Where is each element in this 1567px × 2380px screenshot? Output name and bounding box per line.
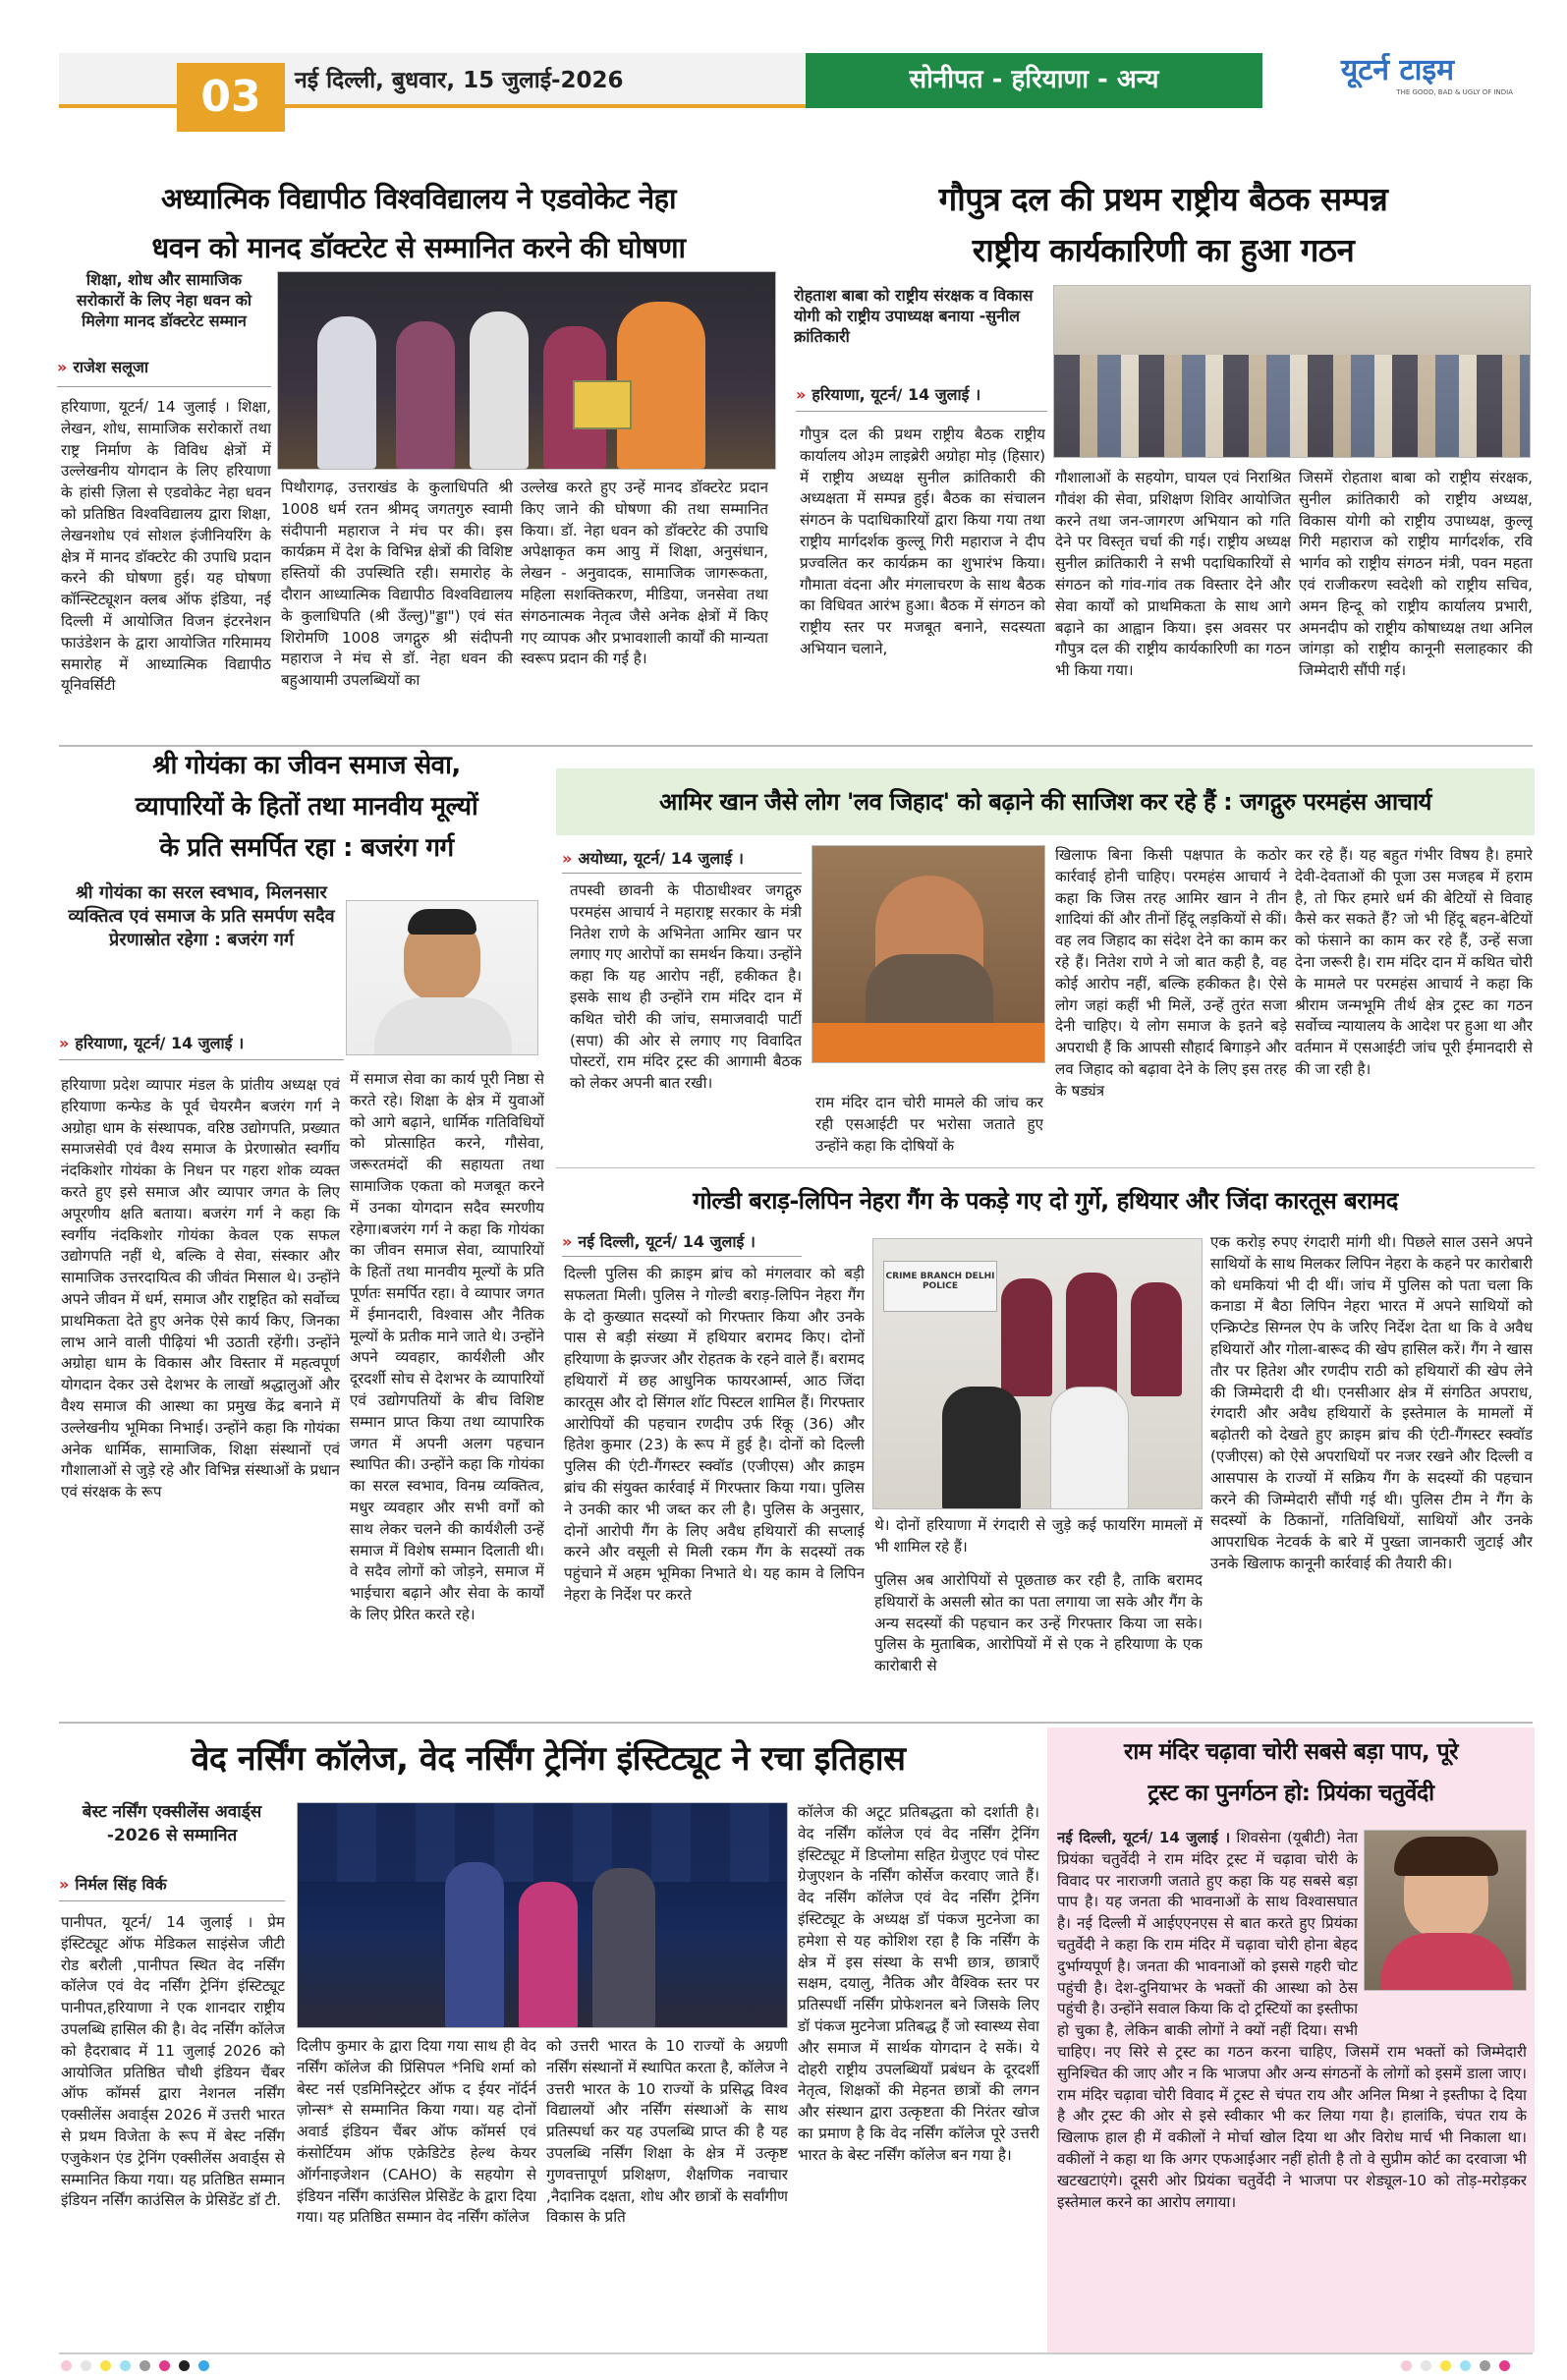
a5-col3: एक करोड़ रुपए रंगदारी मांगी थी। पिछले साल उसने अपने साथियों के साथ मिलकर लिपिन नेहरा के कहने पर कारोबारी को धमकियां भी दी थीं। जांच में पुलिस को पता चला कि कनाडा में बैठा लिपिन नेहरा भारत में अपने साथियों को एन्क्रिप्टेड सिग्नल ऐप के जरिए निर्देश देता था कि वे अवैध हथियारों और गोला-बारूद की खेप हासिल करें। गैंग ने खास तौर पर हितेश और रणदीप राठी को हथियारों की खेप लेने की जिम्मेदारी दी थी। एनसीआर क्षेत्र में संगठित अपराध, रंगदारी और अवैध हथियारों के इस्तेमाल के मामलों में बढ़ोतरी को देखते हुए क्राइम ब्रांच की एंटी-गैंगस्टर स्क्वॉड (एजीएस) को ऐसे अपराधियों पर नजर रखने और दिल्ली व आसपास के राज्यों में सक्रिय गैंग के सदस्यों की पहचान करने की जिम्मेदारी सौंपी गई थी। पुलिस टीम ने गैंग के सदस्यों के ठिकानों, गतिविधियों, साथियों और उनके आपराधिक नेटवर्क के बारे में पुख्ता जानकारी जुटाई और उनके खिलाफ कानूनी कार्रवाई की तैयारी की। bbox=[1210, 1233, 1533, 1572]
a5-byline-text: नई दिल्ली, यूटर्न/ 14 जुलाई । bbox=[578, 1232, 756, 1251]
a1-col3: उल्लेख करते हुए उन्हें मानद डॉक्टरेट प्रदान किए जाने की घोषणा की तथा सम्मानित किया। डॉ. नेहा धवन को डॉक्टरेट की उपाधि अपेक्षाकृत कम आयु में शिक्षा, अनुसंधान, लेखन - अनुवादक, सामाजिक जागरूकता, महिला सशक्तिकरण, मीडिया, जनसेवा तथा संगठनात्मक नेतृत्व जैसे अनेक क्षेत्रों में किए गए व्यापक और प्रभावशाली कार्यों की मान्यता स्वरूप प्रदान की गई है। bbox=[521, 479, 768, 668]
a4-col3: कर रहे हैं। यह बहुत गंभीर विषय है। हमारे देवी-देवताओं की पूजा उस मजहब में हराम है, तो फिर हमारे धर्म की बेटियों से विवाह कैसे कर सकते हैं? जो भी हिंदू बहन-बेटियों को फंसाने का काम कर रहे हैं, उन्हें सजा देना जरूरी है। राम मंदिर दान में कथित चोरी के मामले पर परमहंस आचार्य ने कहा कि श्रीराम जन्मभूमि तीर्थ क्षेत्र ट्रस्ट का गठन सर्वोच्च न्यायालय के आदेश पर हुआ था और वर्तमान में एसआईटी जांच पूरी ईमानदारी से की जा रही है। bbox=[1295, 846, 1533, 1078]
dateline: नई दिल्ली, बुधवार, 15 जुलाई-2026 bbox=[295, 68, 624, 93]
a2-headline bbox=[790, 174, 1537, 276]
a7-byline: नई दिल्ली, यूटर्न/ 14 जुलाई । bbox=[1057, 1829, 1231, 1846]
crime-branch-board: CRIME BRANCH DELHI POLICE bbox=[883, 1261, 997, 1312]
a3-byline-rule bbox=[59, 1059, 344, 1060]
a3-col2: में समाज सेवा का कार्य पूरी निष्ठा से करते रहे। शिक्षा के क्षेत्र में युवाओं को आगे बढ़ाने, धार्मिक गतिविधियों को प्रोत्साहित करने, गौसेवा, जरूरतमंदों की सहायता तथा सामाजिक एकता को मजबूत करने में उनका योगदान सदैव स्मरणीय रहेगा।बजरंग गर्ग ने कहा कि गोयंका का जीवन समाज सेवा, व्यापारियों के हितों तथा मानवीय मूल्यों के प्रति पूर्णतः समर्पित रहा। वे व्यापार जगत में ईमानदारी, विश्वास और नैतिक मूल्यों के प्रतीक माने जाते थे। उन्होंने अपने व्यवहार, कार्यशैली और दूरदर्शी सोच से देशभर के व्यापारियों एवं उद्योगपतियों के बीच विशिष्ट सम्मान प्राप्त किया तथा व्यापारिक जगत में अपनी अलग पहचान स्थापित की। उन्होंने कहा कि गोयंका का सरल स्वभाव, विनम्र व्यक्तित्व, मधुर व्यवहार और सभी वर्गों को साथ लेकर चलने की कार्यशैली उन्हें समाज में विशेष सम्मान दिलाती थी। वे सदैव लोगों को जोड़ने, समाज में भाईचारा बढ़ाने और सेवा के कार्यों के लिए प्रेरित करते रहे। bbox=[350, 1070, 544, 1623]
color-registration-dots-right bbox=[1401, 2360, 1510, 2371]
a5-byline bbox=[562, 1230, 798, 1252]
a5-headline: गोल्डी बराड़-लिपिन नेहरा गैंग के पकड़े गए दो गुर्गे, हथियार और जिंदा कारतूस बरामद bbox=[693, 1187, 1398, 1215]
page-number: 03 bbox=[177, 63, 285, 132]
brand-tagline: THE GOOD, BAD & UGLY OF INDIA bbox=[1396, 88, 1513, 96]
mid-section-rule bbox=[59, 1722, 1533, 1724]
byline-arrow-icon: » bbox=[59, 1034, 70, 1052]
a2-byline-text: हरियाणा, यूटर्न/ 14 जुलाई । bbox=[811, 385, 981, 404]
a3-byline bbox=[59, 1032, 344, 1053]
nursing-award-photo bbox=[297, 1802, 788, 2028]
a3-col1: हरियाणा प्रदेश व्यापार मंडल के प्रांतीय अध्यक्ष एवं हरियाणा कन्फेड के पूर्व चेयरमैन बजरंग गर्ग ने अग्रोहा धाम के संस्थापक, वरिष्ठ उद्योगपति, प्रख्यात समाजसेवी एवं वैश्य समाज के प्रेरणास्रोत स्वर्गीय नंदकिशोर गोयंका के निधन पर गहरा शोक व्यक्त करते हुए इसे समाज और व्यापार जगत के लिए अपूरणीय क्षति बताया। बजरंग गर्ग ने कहा कि स्वर्गीय नंदकिशोर गोयंका केवल एक सफल उद्योगपति नहीं थे, बल्कि वे सेवा, संस्कार और सामाजिक उत्तरदायित्व की जीवंत मिसाल थे। उन्होंने अपने जीवन में धर्म, समाज और राष्ट्रहित को सर्वोच्च प्राथमिकता देते हुए अनेक ऐसे कार्य किए, जिनका लाभ आने वाली पीढ़ियां भी उठाती रहेंगी। उन्होंने अग्रोहा धाम के विकास और विस्तार में महत्वपूर्ण योगदान देकर उसे देशभर के लाखों श्रद्धालुओं और वैश्य समाज की आस्था का प्रमुख केंद्र बनाने में उल्लेखनीय भूमिका निभाई। उन्होंने कहा कि गोयंका अनेक धार्मिक, सामाजिक, शिक्षा संस्थानों एवं गौशालाओं से जुड़े रहे और विभिन्न संस्थाओं के प्रधान एवं संरक्षक के रूप bbox=[61, 1076, 340, 1502]
byline-arrow-icon: » bbox=[59, 1875, 70, 1894]
a6-headline: वेद नर्सिंग कॉलेज, वेद नर्सिंग ट्रेनिंग इंस्टिट्यूट ने रचा इतिहास bbox=[191, 1739, 906, 1779]
a1-headline-line2: धवन को मानद डॉक्टरेट से सम्मानित करने की घोषणा bbox=[151, 231, 686, 264]
a1-deck: शिक्षा, शोध और सामाजिक सरोकारों के लिए नेहा धवन को मिलेगा मानद डॉक्टरेट सम्मान bbox=[76, 270, 252, 330]
a7-lead-text: शिवसेना (यूबीटी) नेता प्रियंका चतुर्वेदी ने राम मंदिर ट्रस्ट में चढ़ावा चोरी के विवाद पर नाराजगी जताते हुए कहा कि यह सबसे बड़ा पाप है। यह जनता की भावनाओं के साथ विश्वासघात है। नई दिल्ली में आईएएनएस से बात करते हुए प्रियंका चतुर्वेदी ने कहा कि राम मंदिर में चढ़ावा चोरी होना बेहद दुर्भाग्यपूर्ण है। जनता की भावनाओं को इससे गहरी चोट पहुंची है। देश-दुनियाभर के भक्तों की आस्था को ठेस पहुंची है। उन्होंने सवाल किया कि दो ट्रस्टियों का इस्तीफा हो चुका है, लेकिन बाकी लोगों ने क्यों नहीं दिया। सभी bbox=[1057, 1829, 1358, 2040]
a6-col4: कॉलेज की अटूट प्रतिबद्धता को दर्शाती है। वेद नर्सिंग कॉलेज एवं वेद नर्सिंग ट्रेनिंग इंस्टिट्यूट में डिप्लोमा सहित ग्रेजुएट एवं पोस्ट ग्रेजुएशन के नर्सिंग कोर्सेज करवाए जाते हैं। वेद नर्सिंग कॉलेज एवं वेद नर्सिंग ट्रेनिंग इंस्टिट्यूट के अध्यक्ष डॉ पंकज मुटनेजा का हमेशा से यह कोशिश रहा है कि नर्सिंग के क्षेत्र में इस संस्था के सभी छात्र, छात्राएँ सक्षम, दयालु, नैतिक और वैश्विक स्तर पर प्रतिस्पर्धी नर्सिंग प्रोफेशनल बने जिसके लिए डॉ पंकज मुटनेजा प्रतिबद्ध हैं जो स्वास्थ्य सेवा और समाज में सार्थक योगदान दे सकें। ये दोहरी राष्ट्रीय उपलब्धियाँ प्रबंधन के दूरदर्शी नेतृत्व, शिक्षकों की मेहनत छात्रों की लगन और संस्थान द्वारा उत्कृष्टता की निरंतर खोज का प्रमाण है कि वेद नर्सिंग कॉलेज पूरे उत्तरी भारत के बेस्ट नर्सिंग कॉलेज बन गया है। bbox=[798, 1803, 1039, 2164]
a4-byline-text: अयोध्या, यूटर्न/ 14 जुलाई । bbox=[578, 849, 744, 868]
masthead bbox=[59, 53, 1533, 138]
a1-col1: हरियाणा, यूटर्न/ 14 जुलाई । शिक्षा, लेखन, शोध, सामाजिक सरोकारों तथा राष्ट्र निर्माण के विविध क्षेत्रों में उल्लेखनीय योगदान के लिए हरियाणा के हांसी ज़िला से एडवोकेट नेहा धवन को प्रतिष्ठित विश्वविद्यालय द्वारा शिक्षा, लेखनशोध एवं सोशल इंजीनियरिंग के क्षेत्र में मानद डॉक्टरेट की उपाधि प्रदान करने की घोषणा हुई। यह घोषणा कॉन्स्टिट्यूशन क्लब ऑफ इंडिया, नई दिल्ली में आयोजित विजन इंटरनेशन फाउंडेशन के द्वारा आयोजित गरिमामय समारोह में आध्यात्मिक विद्यापीठ यूनिवर्सिटी bbox=[61, 398, 271, 695]
a7-headline bbox=[1051, 1731, 1531, 1814]
meeting-photo bbox=[1053, 285, 1531, 458]
bajrang-garg-portrait bbox=[346, 900, 538, 1055]
a2-headline-line1: गौपुत्र दल की प्रथम राष्ट्रीय बैठक सम्पन्न bbox=[938, 180, 1388, 218]
a7-headline-line1: राम मंदिर चढ़ावा चोरी सबसे बड़ा पाप, पूरे bbox=[1123, 1739, 1459, 1765]
section-title: सोनीपत - हरियाणा - अन्य bbox=[909, 65, 1159, 94]
a6-byline bbox=[59, 1873, 285, 1895]
byline-arrow-icon: » bbox=[562, 1232, 573, 1251]
a7-lead bbox=[1057, 1828, 1358, 2040]
byline-arrow-icon: » bbox=[796, 385, 807, 404]
a3-headline-line2: व्यापारियों के हितों तथा मानवीय मूल्यों bbox=[135, 792, 478, 822]
a5-col2-top: थे। दोनों हरियाणा में रंगदारी से जुड़े कई फायरिंग मामलों में भी शामिल रहे हैं। bbox=[874, 1516, 1203, 1556]
a4-photo-caption: राम मंदिर दान चोरी मामले की जांच कर रही एसआईटी पर भरोसा जताते हुए उन्होंने कहा कि दोषियों के bbox=[815, 1094, 1043, 1155]
a1-byline-name: राजेश सलूजा bbox=[73, 358, 149, 376]
brand-name: यूटर्न टाइम bbox=[1340, 53, 1455, 87]
byline-arrow-icon: » bbox=[562, 849, 573, 868]
a3-headline-line1: श्री गोयंका का जीवन समाज सेवा, bbox=[152, 751, 461, 780]
a4-bottom-rule bbox=[556, 1167, 1535, 1168]
a4-byline-rule bbox=[562, 873, 802, 874]
a1-col2: पिथौरागढ़, उत्तराखंड के कुलाधिपति श्री 1008 धर्म रतन श्रीमद् जगतगुरु स्वामी संदीपानी महाराज ने मंच पर की। इस कार्यक्रम में देश के विभिन्न क्षेत्रों की विशिष्ट हस्तियों की उपस्थिति रही। समारोह के दौरान आध्यात्मिक विद्यापीठ विश्वविद्यालय के कुलाधिपति (श्री उँल्लु)"ड्डा") एवं संत शिरोमणि 1008 जगद्गुरु श्री संदीपनी महाराज ने मंच से डॉ. नेहा धवन की बहुआयामी उपलब्धियों का bbox=[281, 479, 513, 690]
brand-logo bbox=[1262, 53, 1533, 108]
a2-byline bbox=[796, 383, 1051, 405]
a2-col1: गौपुत्र दल की प्रथम राष्ट्रीय बैठक राष्ट्रीय कार्यालय ओ३म लाइब्रेरी अग्रोहा मोड़ (हिसार) में राष्ट्रीय अध्यक्ष सुनील क्रांतिकारी की अध्यक्षता में सम्पन्न हुई। बैठक का संचालन संगठन के पदाधिकारियों द्वारा किया गया तथा राष्ट्रीय मार्गदर्शक कुल्लू गिरी महाराज ने दीप प्रज्वलित कर कार्यक्रम का शुभारंभ किया। गौमाता वंदना और मंगलाचरण के साथ बैठक का विधिवत आरंभ हुआ। बैठक में संगठन को राष्ट्रीय स्तर पर मजबूत बनाने, सदस्यता अभियान चलाने, bbox=[800, 425, 1045, 657]
a4-headline: आमिर खान जैसे लोग 'लव जिहाद' को बढ़ाने की साजिश कर रहे हैं : जगद्गुरु परमहंस आचार्य bbox=[659, 788, 1431, 816]
a6-deck: बेस्ट नर्सिंग एक्सीलेंस अवार्ड्स -2026 से सम्मानित bbox=[82, 1802, 262, 1845]
a2-deck: रोहताश बाबा को राष्ट्रीय संरक्षक व विकास योगी को राष्ट्रीय उपाध्यक्ष बनाया -सुनील क्रांतिकारी bbox=[794, 286, 1034, 346]
a6-col3: को उत्तरी भारत के 10 राज्यों के अग्रणी नर्सिंग संस्थानों में स्थापित करता है, कॉलेज ने उत्तरी भारत के 10 राज्यों के प्रसिद्ध विश्व विद्यालयों और नर्सिंग संस्थाओं के साथ प्रतिस्पर्धा कर यह उपलब्धि प्राप्त की है यह उपलब्धि नर्सिंग शिक्षा के क्षेत्र में उत्कृष्ट गुणवत्तापूर्ण प्रशिक्षण, शैक्षणिक नवाचार ,नैदानिक दक्षता, शोध और छात्रों के सर्वांगीण विकास के प्रति bbox=[546, 2037, 788, 2227]
a7-tail: चाहिए। नए सिरे से ट्रस्ट का गठन करना चाहिए, जिसमें राम भक्तों को जिम्मेदारी सुनिश्चित की जाए और न कि भाजपा और अन्य संगठनों के लोगों को इसमें डाला जाए। राम मंदिर चढ़ावा चोरी विवाद में ट्रस्ट से चंपत राय और अनिल मिश्रा ने इस्तीफा दे दिया है और ट्रस्ट की ओर से इसे स्वीकार भी कर लिया गया है। हालांकि, चंपत राय के खिलाफ हाल ही में वकीलों ने मोर्चा खोल दिया था और विरोध मार्च भी निकाला था। वकीलों ने कहा था कि अगर एफआईआर नहीं होती है तो वे सुप्रीम कोर्ट का दरवाजा भी खटखटाएंगे। दूसरी ओर प्रियंका चतुर्वेदी ने भाजपा पर शेड्यूल-10 को तोड़-मरोड़कर इस्तेमाल करने का आरोप लगाया। bbox=[1057, 2043, 1527, 2211]
color-registration-dots-left bbox=[61, 2360, 209, 2371]
a1-byline-rule bbox=[57, 386, 271, 387]
a6-byline-rule bbox=[59, 1900, 285, 1901]
a1-headline bbox=[61, 174, 776, 272]
a2-col2: गौशालाओं के सहयोग, घायल एवं निराश्रित गौवंश की सेवा, प्रशिक्षण शिविर आयोजित करने तथा जन-जागरण अभियान को गति देने पर विस्तृत चर्चा की गई। राष्ट्रीय अध्यक्ष सुनील क्रांतिकारी ने सभी पदाधिकारियों से संगठन को गांव-गांव तक विस्तार देने और सेवा कार्यों को प्राथमिकता के साथ आगे बढ़ाने का आह्वान किया। इस अवसर पर गौपुत्र दल की राष्ट्रीय कार्यकारिणी का गठन भी किया गया। bbox=[1055, 469, 1291, 680]
a5-col2: पुलिस अब आरोपियों से पूछताछ कर रही है, ताकि बरामद हथियारों के असली स्रोत का पता लगाया जा सके और गैंग के अन्य सदस्यों की पहचान कर उन्हें गिरफ्तार किया जा सके। पुलिस के मुताबिक, आरोपियों में से एक ने हरियाणा के एक कारोबारी से bbox=[874, 1571, 1203, 1675]
a4-col1: तपस्वी छावनी के पीठाधीश्वर जगद्गुरु परमहंस आचार्य ने महाराष्ट्र सरकार के मंत्री नितेश राणे के अभिनेता आमिर खान पर लगाए गए आरोपों का समर्थन किया। उन्होंने कहा कि यह आरोप नहीं, हकीकत है। इसके साथ ही उन्होंने राम मंदिर दान में कथित चोरी की जांच, समाजवादी पार्टी (सपा) की ओर से लगाए गए विवादित पोस्टरों, राम मंदिर ट्रस्ट की आगामी बैठक को लेकर अपनी बात रखी। bbox=[570, 881, 802, 1093]
a5-col1: दिल्ली पुलिस की क्राइम ब्रांच को मंगलवार को बड़ी सफलता मिली। पुलिस ने गोल्डी बराड़-लिपिन नेहरा गैंग के दो कुख्यात सदस्यों को गिरफ्तार किया और उनके पास से बड़ी संख्या में हथियार बरामद किए। दोनों हरियाणा के झज्जर और रोहतक के रहने वाले हैं। बरामद हथियारों में छह आधुनिक फायरआर्म्स, आठ जिंदा कारतूस और दो सिंगल शॉट पिस्टल शामिल हैं। गिरफ्तार आरोपियों की पहचान रणदीप उर्फ रिंकू (36) और हितेश कुमार (23) के रूप में हुई है। दोनों को दिल्ली पुलिस की एंटी-गैंगस्टर स्क्वॉड (एजीएस) और क्राइम ब्रांच की संयुक्त कार्रवाई में गिरफ्तार किया गया। पुलिस ने उनकी कार भी जब्त कर ली है। पुलिस के अनुसार, दोनों आरोपी गैंग के लिए अवैध हथियारों की सप्लाई करने और वसूली से मिली रकम गैंग के सदस्यों तक पहुंचाने में अहम भूमिका निभाते थे। यह काम वे लिपिन नेहरा के निर्देश पर करते bbox=[564, 1265, 865, 1604]
byline-arrow-icon: » bbox=[57, 358, 68, 376]
a4-col2: खिलाफ बिना किसी पक्षपात के कठोर कार्रवाई होनी चाहिए। परमहंस आचार्य ने कहा कि जिस तरह आमिर खान ने तीन शादियां कीं और तीनों हिंदू लड़कियों से कीं। वह लव जिहाद का संदेश देने का काम कर रहे हैं। नितेश राणे ने जो बात कही है, वह कोई आरोप नहीं, बल्कि हकीकत है। ऐसे लोग जहां कहीं भी मिलें, उन्हें तुरंत सजा देनी चाहिए। ये लोग समाज के इतने बड़े अपराधी हैं कि आपसी सौहार्द बिगाड़ने और लव जिहाद को बढ़ावा देने के लिए इस तरह के षड्यंत्र bbox=[1055, 846, 1287, 1100]
a3-headline-line3: के प्रति समर्पित रहा : बजरंग गर्ग bbox=[159, 833, 454, 863]
a4-byline bbox=[562, 847, 798, 869]
bottom-rule bbox=[59, 2352, 1533, 2354]
a7-headline-line2: ट्रस्ट का पुनर्गठन हो: प्रियंका चतुर्वेदी bbox=[1147, 1781, 1434, 1806]
a2-headline-line2: राष्ट्रीय कार्यकारिणी का हुआ गठन bbox=[972, 231, 1355, 269]
a1-byline bbox=[57, 356, 273, 377]
arrested-accused-photo bbox=[872, 1238, 1203, 1509]
a1-headline-line1: अध्यात्मिक विद्यापीठ विश्वविद्यालय ने एडवोकेट नेहा bbox=[160, 182, 677, 215]
a6-col1: पानीपत, यूटर्न/ 14 जुलाई । प्रेम इंस्टिट्यूट ऑफ मेडिकल साइंसेज जीटी रोड बरौली ,पानीपत स्थित वेद नर्सिंग कॉलेज एवं वेद नर्सिंग ट्रेनिंग इंस्टिट्यूट पानीपत,हरियाणा ने एक शानदार राष्ट्रीय उपलब्धि हासिल की है। वेद नर्सिंग कॉलेज को हैदराबाद में 11 जुलाई 2026 को आयोजित प्रतिष्ठित चौथी इंडियन चैंबर ऑफ कॉमर्स द्वारा नेशनल नर्सिंग एक्सीलेंस अवार्ड्स 2026 में उत्तरी भारत से प्रथम विजेता के रूप में बेस्ट नर्सिंग एजुकेशन एंड ट्रेनिंग एक्सीलेंस अवार्ड्स से सम्मानित किया गया। यह प्रतिष्ठित सम्मान इंडियन नर्सिंग काउंसिल के प्रेसिडेंट डॉ टी. bbox=[61, 1913, 285, 2210]
a3-deck: श्री गोयंका का सरल स्वभाव, मिलनसार व्यक्तित्व एवं समाज के प्रति समर्पण सदैव प्रेरणास्रोत रहेगा : बजरंग गर्ग bbox=[68, 882, 335, 950]
a2-col3: जिसमें रोहताश बाबा को राष्ट्रीय संरक्षक, सुनील क्रांतिकारी को राष्ट्रीय अध्यक्ष, विकास योगी को राष्ट्रीय उपाध्यक्ष, कुल्लू गिरी महाराज को राष्ट्रीय मार्गदर्शक, रवि भार्गव को राष्ट्रीय संगठन मंत्री, पवन महता एवं राजीकरण स्वदेशी को राष्ट्रीय सचिव, अमन हिन्दू को राष्ट्रीय कार्यालय प्रभारी, अमनदीप को राष्ट्रीय कोषाध्यक्ष तथा अनिल जांगड़ा को राष्ट्रीय कानूनी सलाहकार की जिम्मेदारी सौंपी गई। bbox=[1299, 469, 1533, 680]
a3-headline bbox=[57, 745, 556, 869]
a2-byline-rule bbox=[796, 411, 1047, 412]
a6-col2: दिलीप कुमार के द्वारा दिया गया साथ ही वेद नर्सिंग कॉलेज की प्रिंसिपल *निधि शर्मा को बेस्ट नर्स एडमिनिस्ट्रेटर ऑफ द ईयर नॉर्दर्न ज़ोन्स* से सम्मानित किया गया। यह दोनों अवार्ड इंडियन चैंबर ऑफ कॉमर्स एवं कंसोर्टियम ऑफ एक्रेडिटेड हेल्थ केयर ऑर्गनाइजेशन (CAHO) के सहयोग से इंडियन नर्सिंग काउंसिल प्रेसिडेंट के द्वारा दिया गया। यह प्रतिष्ठित सम्मान वेद नर्सिंग कॉलेज bbox=[297, 2037, 536, 2227]
a5-byline-rule bbox=[562, 1256, 802, 1257]
a3-byline-text: हरियाणा, यूटर्न/ 14 जुलाई । bbox=[75, 1034, 245, 1052]
paramhans-acharya-photo bbox=[811, 845, 1045, 1063]
a6-byline-name: निर्मल सिंह विर्क bbox=[75, 1875, 167, 1894]
priyanka-chaturvedi-portrait bbox=[1364, 1830, 1527, 1991]
award-ceremony-photo bbox=[277, 271, 776, 470]
